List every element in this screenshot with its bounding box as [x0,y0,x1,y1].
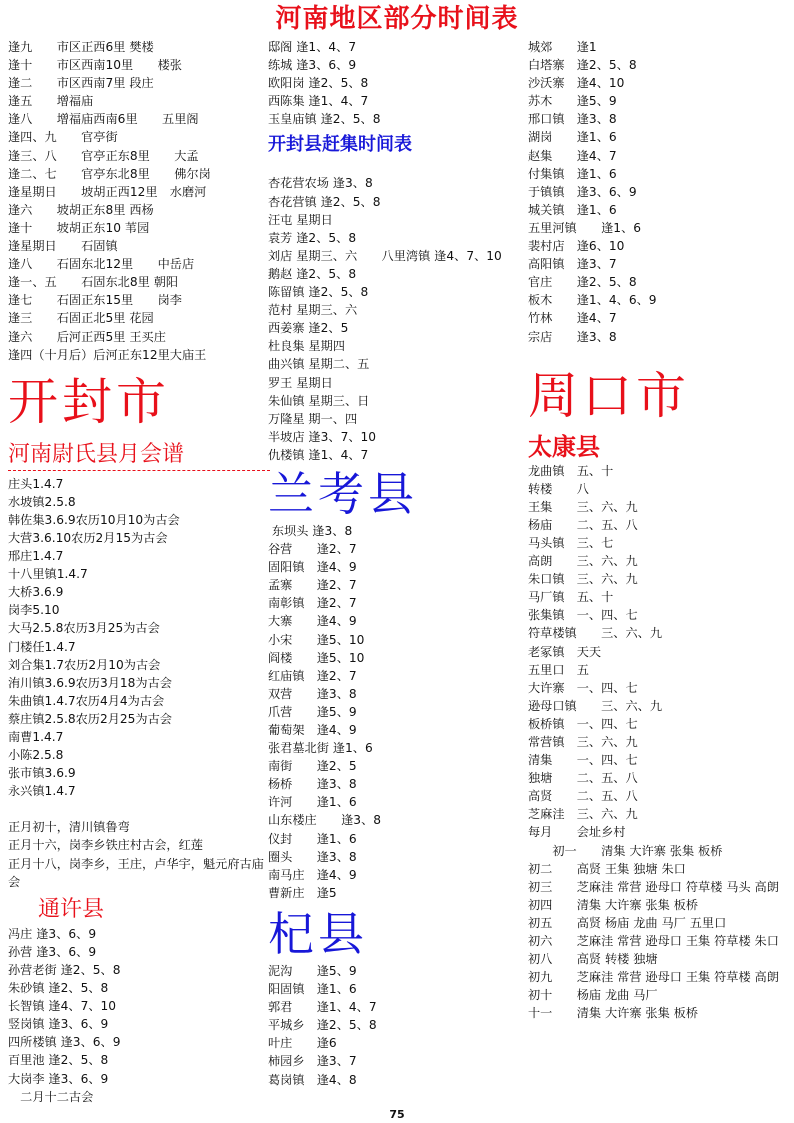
schedule-line: 叶庄 逢6 [268,1036,337,1051]
schedule-line: 付集镇 逢1、6 [528,166,617,181]
schedule-line: 宗店 逢3、8 [528,329,617,344]
schedule-line: 独塘 二、五、八 [528,771,638,786]
schedule-line: 王集 三、六、九 [528,499,638,514]
schedule-line: 二月十二古会 [8,1089,94,1104]
schedule-line: 初二 高贤 王集 独塘 朱口 [528,861,686,876]
schedule-line: 长智镇 逢4、7、10 [8,999,117,1014]
schedule-line: 罗王 星期日 [268,375,333,390]
schedule-line: 曹新庄 逢5 [268,885,337,900]
schedule-line: 玉皇庙镇 逢2、5、8 [268,112,381,127]
schedule-line: 板桥镇 一、四、七 [528,716,638,731]
schedule-line: 城郊 逢1 [528,40,597,54]
schedule-line: 十一 清集 大许寨 张集 板桥 [528,1006,699,1021]
schedule-line: 阳固镇 逢1、6 [268,982,357,997]
schedule-line: 四所楼镇 逢3、6、9 [8,1035,121,1050]
schedule-line: 爪营 逢5、9 [268,704,357,719]
kaifeng-city-heading: 开封市 [8,372,170,431]
schedule-line: 大岗李 逢3、6、9 [8,1071,109,1086]
schedule-line: 刘合集1.7农历2月10为古会 [8,657,161,672]
schedule-line: 杨庙 二、五、八 [528,517,638,532]
qixian-county-heading: 杞县 [268,906,368,961]
note-line: 正月初十，清川镇鲁弯 [8,820,130,835]
schedule-line: 五里河镇 逢1、6 [528,220,642,235]
schedule-line: 冯庄 逢3、6、9 [8,926,97,941]
schedule-line: 初九 芝麻洼 常营 逊母口 王集 符草楼 高朗 [528,970,779,985]
schedule-line: 初六 芝麻洼 常营 逊母口 王集 符草楼 朱口 [528,934,779,949]
schedule-line: 每月 会址乡村 [528,825,626,840]
schedule-line: 城关镇 逢1、6 [528,202,617,217]
schedule-line: 张市镇3.6.9 [8,766,76,781]
schedule-line: 白塔寨 逢2、5、8 [528,58,637,73]
schedule-line: 南彰镇 逢2、7 [268,596,357,611]
schedule-line: 鹅赵 逢2、5、8 [268,266,357,281]
schedule-line: 杏花营镇 逢2、5、8 [268,194,381,209]
schedule-line: 郭君 逢1、4、7 [268,1000,377,1015]
schedule-line: 五里口 五 [528,662,589,677]
schedule-line: 双营 逢3、8 [268,686,357,701]
schedule-line: 初一 清集 大许寨 张集 板桥 [528,843,723,858]
schedule-line: 门楼任1.4.7 [8,639,76,654]
schedule-line: 常营镇 三、六、九 [528,735,638,749]
schedule-line: 初五 高贤 杨庙 龙曲 马厂 五里口 [528,915,727,930]
schedule-line: 逢六 坡胡正东8里 西杨 [8,202,154,217]
schedule-line: 仇楼镇 逢1、4、7 [268,447,369,462]
schedule-line: 初十 杨庙 龙曲 马厂 [528,988,658,1003]
schedule-line: 逢七 石固正东15里 岗李 [8,293,182,308]
schedule-line: 逢八 增福庙西南6里 五里阁 [8,112,199,127]
schedule-line: 邢口镇 逢3、8 [528,112,617,127]
schedule-line: 高阳镇 逢3、7 [528,257,617,272]
schedule-line: 符草楼镇 三、六、九 [528,626,663,641]
page-title: 河南地区部分时间表 [275,4,519,34]
schedule-line: 谷营 逢2、7 [268,542,357,557]
schedule-line: 初八 高贤 转楼 独塘 [528,952,658,967]
schedule-line: 大马2.5.8农历3月25为古会 [8,621,160,636]
schedule-line: 张君墓北街 逢1、6 [268,741,373,756]
schedule-line: 老冢镇 天天 [528,644,602,659]
kaifeng-extra-schedule [268,38,530,128]
schedule-line: 永兴镇1.4.7 [8,784,76,799]
schedule-line: 大桥3.6.9 [8,585,64,600]
schedule-line: 岗李5.10 [8,603,60,618]
schedule-line: 初三 芝麻洼 常营 逊母口 符草楼 马头 高朗 [528,879,779,894]
schedule-line: 庄头1.4.7 [8,476,64,491]
schedule-line: 逢三 石固正北5里 花园 [8,311,154,326]
schedule-line: 杨桥 逢3、8 [268,777,357,792]
schedule-line: 圈头 逢3、8 [268,849,357,864]
schedule-line: 南曹1.4.7 [8,730,64,744]
schedule-line: 邢庄1.4.7 [8,549,64,564]
schedule-line: 龙曲镇 五、十 [528,463,614,478]
tongxu-county-schedule [8,925,270,1106]
schedule-line: 竹林 逢4、7 [528,311,617,326]
schedule-line: 曲兴镇 星期二、五 [268,357,370,372]
schedule-line: 逢八 石固东北12里 中岳店 [8,257,195,272]
schedule-line: 陈留镇 逢2、5、8 [268,285,369,300]
schedule-line: 逢二 市区西南7里 段庄 [8,76,154,91]
schedule-line: 仪封 逢1、6 [268,831,357,846]
schedule-line: 高贤 二、五、八 [528,789,638,804]
schedule-line: 逢二、七 官亭东北8里 佛尔岗 [8,166,211,181]
schedule-line: 逢四、九 官亭街 [8,130,118,145]
misc-town-schedule [528,38,790,346]
schedule-line: 韩佐集3.6.9农历10月10为古会 [8,512,180,527]
schedule-line: 柿园乡 逢3、7 [268,1054,357,1069]
schedule-line: 许河 逢1、6 [268,795,357,810]
schedule-line: 半坡店 逢3、7、10 [268,429,377,444]
schedule-line: 蔡庄镇2.5.8农历2月25为古会 [8,711,172,726]
tongxu-county-heading: 通许县 [38,896,105,922]
schedule-line: 沙沃寨 逢4、10 [528,76,625,91]
taikang-county-schedule [528,462,790,1023]
kaifeng-county-heading: 开封县赶集时间表 [268,134,412,156]
schedule-line: 逢星期日 坡胡正西12里 水磨河 [8,184,207,199]
schedule-line: 南街 逢2、5 [268,759,357,774]
schedule-line: 逢三、八 官亭正东8里 大孟 [8,148,199,163]
schedule-line: 逊母口镇 三、六、九 [528,698,663,713]
column-left [8,38,270,1106]
schedule-line: 大许寨 一、四、七 [528,680,638,695]
schedule-line: 大寨 逢4、9 [268,614,357,629]
schedule-line: 葛岗镇 逢4、8 [268,1072,357,1087]
schedule-line: 百里池 逢2、5、8 [8,1053,109,1068]
schedule-line: 逢十 坡胡正东10 苇园 [8,220,150,235]
schedule-line: 朱曲镇1.4.7农历4月4为古会 [8,693,165,708]
schedule-line: 朱仙镇 星期三、日 [268,393,370,408]
schedule-line: 孙营 逢3、6、9 [8,944,97,959]
schedule-line: 马头镇 三、七 [528,535,614,550]
schedule-line: 水坡镇2.5.8 [8,494,76,509]
schedule-line: 小宋 逢5、10 [268,632,365,647]
schedule-line: 芝麻洼 三、六、九 [528,807,638,822]
schedule-line: 苏木 逢5、9 [528,94,617,109]
schedule-line: 孟寨 逢2、7 [268,578,357,593]
schedule-line: 西陈集 逢1、4、7 [268,94,369,109]
kaifeng-county-schedule [268,174,530,464]
schedule-line: 逢九 市区正西6里 樊楼 [8,40,154,54]
lankao-county-heading: 兰考县 [268,466,418,521]
schedule-line: 逢四（十月后）后河正东12里大庙王 [8,347,207,362]
schedule-line: 杏花营农场 逢3、8 [268,176,373,191]
weishi-county-schedule [8,475,270,801]
schedule-line: 阎楼 逢5、10 [268,650,365,665]
schedule-line: 平城乡 逢2、5、8 [268,1018,377,1033]
schedule-line: 范村 星期三、六 [268,303,358,318]
schedule-line: 十八里镇1.4.7 [8,567,88,582]
schedule-line: 高朗 三、六、九 [528,554,638,569]
schedule-line: 大营3.6.10农历2月15为古会 [8,530,168,545]
schedule-line: 邸阁 逢1、4、7 [268,40,357,54]
qixian-county-schedule [268,962,530,1089]
schedule-line: 欧阳岗 逢2、5、8 [268,76,369,91]
schedule-line: 逢一、五 石固东北8里 朝阳 [8,275,179,290]
schedule-line: 竖岗镇 逢3、6、9 [8,1017,109,1032]
schedule-line: 练城 逢3、6、9 [268,58,357,73]
schedule-line: 杜良集 星期四 [268,339,345,354]
schedule-line: 固阳镇 逢4、9 [268,560,357,575]
weishi-county-heading: 河南尉氏县月会谱 [8,440,270,471]
schedule-line: 汪屯 星期日 [268,212,333,227]
schedule-line: 西姜寨 逢2、5 [268,321,349,336]
schedule-line: 逢星期日 石固镇 [8,239,118,254]
schedule-line: 赵集 逢4、7 [528,148,617,163]
kaifeng-district-schedule [8,38,270,364]
column-middle [268,38,530,1089]
schedule-line: 马厂镇 五、十 [528,590,614,605]
schedule-line: 泥沟 逢5、9 [268,963,357,978]
schedule-line: 湖岗 逢1、6 [528,130,617,145]
schedule-line: 裴村店 逢6、10 [528,239,625,254]
schedule-line: 万隆星 期一、四 [268,411,358,426]
schedule-line: 张集镇 一、四、七 [528,608,638,623]
schedule-line: 山东楼庄 逢3、8 [268,813,382,828]
schedule-line: 小陈2.5.8 [8,748,64,763]
schedule-line: 清集 一、四、七 [528,753,638,768]
taikang-county-heading: 太康县 [528,432,600,461]
zhoukou-city-heading: 周口市 [528,366,690,425]
note-line: 正月十六，岗李乡铁庄村古会，红莲 [8,838,203,853]
schedule-line: 东坝头 逢3、8 [268,523,353,538]
schedule-line: 朱口镇 三、六、九 [528,572,638,587]
column-right [528,38,790,1023]
schedule-line: 红庙镇 逢2、7 [268,668,357,683]
schedule-line: 转楼 八 [528,481,589,496]
schedule-line: 朱砂镇 逢2、5、8 [8,981,109,996]
schedule-line: 逢五 增福庙 [8,94,94,109]
schedule-line: 刘店 星期三、六 八里湾镇 逢4、7、10 [268,248,502,263]
page-number: 75 [389,1108,405,1121]
lankao-county-schedule [268,522,530,902]
note-line: 正月十八，岗李乡，王庄，卢华宇，魁元府古庙会 [8,856,264,889]
schedule-line: 于镇镇 逢3、6、9 [528,184,637,199]
schedule-line: 葡萄架 逢4、9 [268,723,357,737]
schedule-line: 洧川镇3.6.9农历3月18为古会 [8,675,172,690]
schedule-line: 逢十 市区西南10里 楼张 [8,58,182,73]
schedule-line: 逢六 后河正西5里 王买庄 [8,329,166,344]
weishi-temple-fairs [8,818,270,890]
schedule-line: 官庄 逢2、5、8 [528,275,637,290]
schedule-line: 袁芳 逢2、5、8 [268,230,357,245]
schedule-line: 南马庄 逢4、9 [268,867,357,882]
schedule-line: 初四 清集 大许寨 张集 板桥 [528,897,699,912]
schedule-line: 板木 逢1、4、6、9 [528,293,657,308]
schedule-line: 孙营老街 逢2、5、8 [8,962,121,977]
